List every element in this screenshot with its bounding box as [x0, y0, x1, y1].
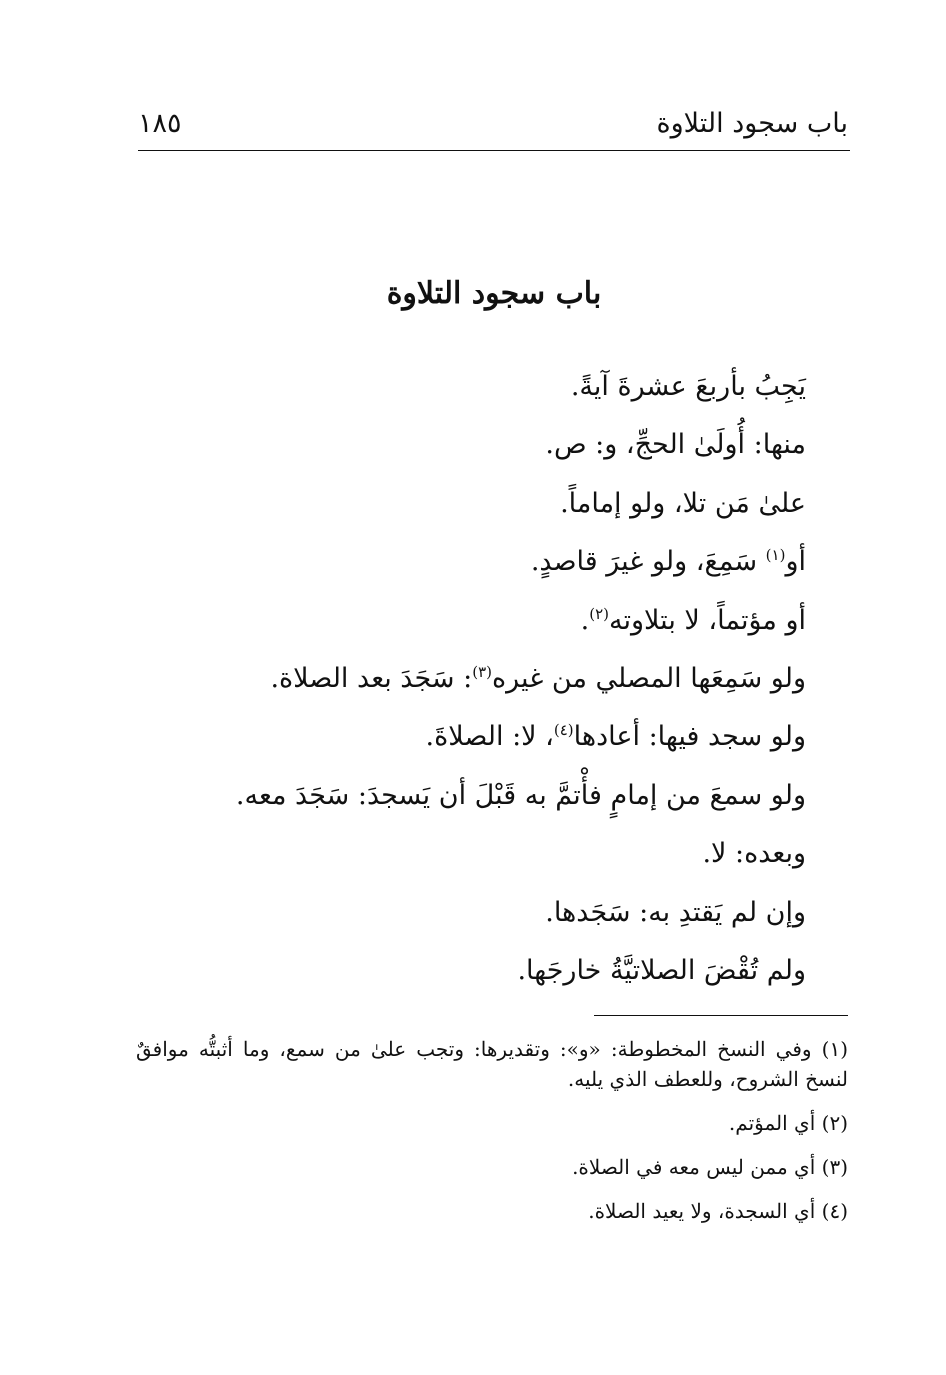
footnote-rule — [594, 1015, 848, 1016]
text-line — [246, 720, 806, 778]
text-line: يَجِبُ بأربعَ عشرةَ آيةً. — [570, 371, 806, 402]
text-line: وبعده: لا. — [702, 838, 806, 870]
text-line — [246, 662, 806, 720]
chapter-title: باب سجود التلاوة — [386, 276, 602, 311]
text-segment: ، لا: الصلاةَ. — [425, 721, 554, 753]
text-line — [246, 604, 806, 662]
text-segment: أو — [785, 546, 806, 578]
text-line — [246, 545, 806, 603]
footnote-3: (٣) أي ممن ليس معه في الصلاة. — [572, 1155, 848, 1179]
main-text — [235, 370, 806, 1012]
footnote-marker-1: (١) — [765, 546, 786, 565]
text-line: منها: أُولَىٰ الحجِّ، و: ص. — [545, 429, 806, 461]
text-segment: : سَجَدَ بعد الصلاة. — [270, 662, 473, 694]
footnote-1: (١) وفي النسخ المخطوطة: «و»: وتقديرها: وتجب علىٰ من سمع، وما أثبتُّه موافقٌ لنسخ الشروح، وللعطف الذي يليه. — [136, 1037, 848, 1091]
text-line: ولو سمعَ من إمامٍ فأْتمَّ به قَبْلَ أن يَسجدَ: سَجَدَ معه. — [235, 779, 806, 811]
text-line: ولم تُقْضَ الصلاتيَّةُ خارجَها. — [517, 954, 806, 986]
text-segment: ولو سَمِعَها المصلي من غيره — [492, 662, 806, 694]
footnotes — [136, 1034, 848, 1240]
page-number: ١٨٥ — [138, 108, 182, 139]
footnote-2: (٢) أي المؤتم. — [728, 1111, 848, 1135]
text-segment: . — [580, 604, 590, 636]
footnote-marker-2: (٢) — [589, 604, 610, 623]
text-segment: سَمِعَ، ولو غيرَ قاصدٍ. — [530, 546, 766, 578]
text-segment: أو مؤتماً، لا بتلاوته — [609, 604, 806, 636]
footnote-marker-3: (٣) — [472, 662, 492, 681]
text-segment: ولو سجد فيها: أعادها — [573, 721, 806, 753]
header-rule — [138, 150, 850, 151]
text-line: وإن لم يَقتدِ به: سَجَدها. — [545, 896, 806, 928]
text-line: علىٰ مَن تلا، ولو إماماً. — [560, 487, 806, 519]
footnote-4: (٤) أي السجدة، ولا يعيد الصلاة. — [588, 1199, 848, 1223]
running-title: باب سجود التلاوة — [656, 108, 848, 139]
footnote-marker-4: (٤) — [553, 721, 574, 740]
